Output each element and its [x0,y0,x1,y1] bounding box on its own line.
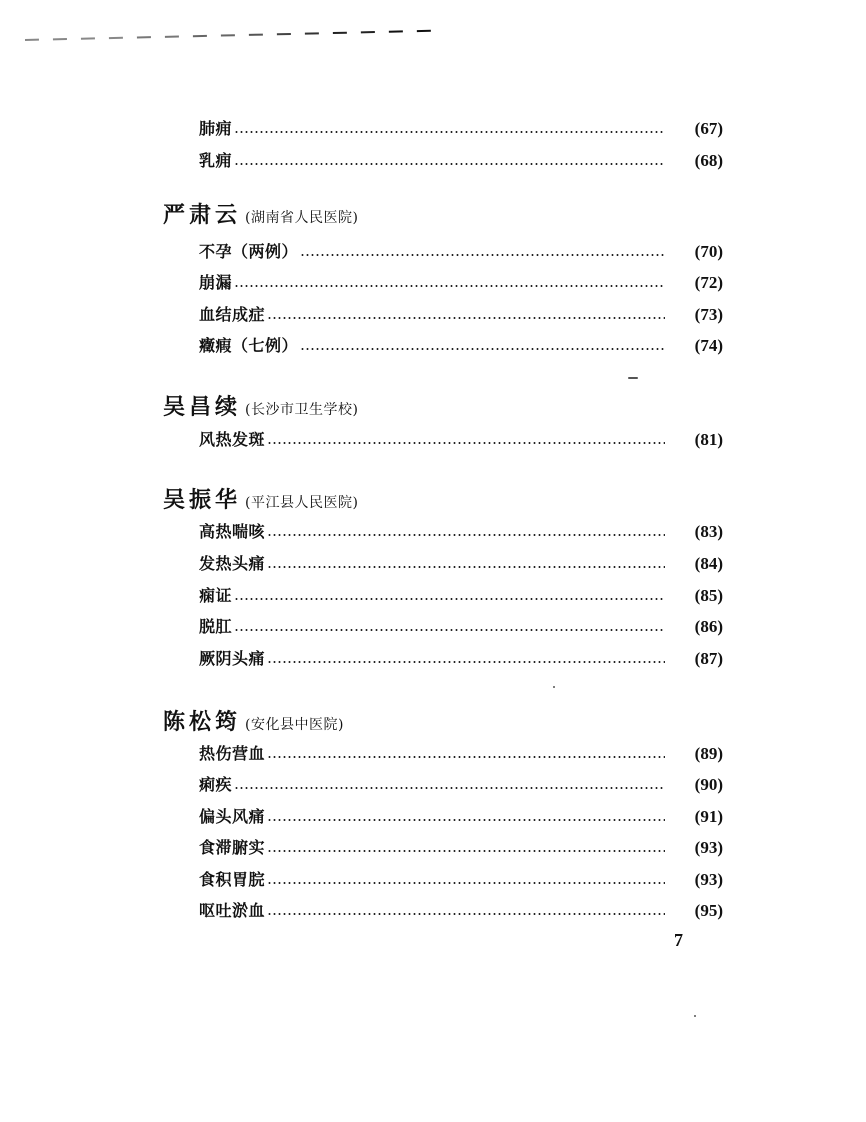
entry-title: 偏头风痛 [199,807,266,826]
toc-entry[interactable] [199,335,723,357]
entry-title: 热伤营血 [199,744,266,763]
dot-leader [234,598,665,600]
dot-leader [267,850,665,852]
toc-entry[interactable] [199,774,723,796]
entry-page: (91) [694,807,723,826]
toc-entry[interactable] [199,553,723,575]
scan-speck [694,1015,696,1017]
dot-leader [267,913,665,915]
dot-leader [267,882,665,884]
toc-entry[interactable] [199,304,723,326]
entry-page: (95) [694,901,723,920]
author-heading [163,198,358,228]
entry-title: 呕吐淤血 [199,901,266,920]
dot-leader [300,254,665,256]
entry-page: (70) [694,242,723,261]
entry-title: 食滞腑实 [199,838,266,857]
entry-title: 食积胃脘 [199,870,266,889]
dot-leader [300,348,665,350]
dot-leader [234,131,665,133]
entry-page: (67) [694,119,723,138]
dot-leader [234,163,665,165]
entry-title: 痫证 [199,586,233,605]
author-name: 陈松筠 [163,709,242,735]
page-number: 7 [674,930,683,950]
entry-page: (84) [694,554,723,573]
entry-page: (86) [694,617,723,636]
toc-entry[interactable] [199,616,723,638]
entry-title: 崩漏 [199,273,233,292]
author-heading [163,390,358,420]
dot-leader [267,819,665,821]
toc-entry[interactable] [199,743,723,765]
entry-title: 乳痈 [199,151,233,170]
entry-page: (93) [694,838,723,857]
toc-entry[interactable] [199,585,723,607]
entry-title: 脱肛 [199,617,233,636]
entry-page: (90) [694,775,723,794]
entry-page: (81) [694,430,723,449]
dot-leader [267,661,665,663]
entry-page: (73) [694,305,723,324]
entry-title: 风热发斑 [199,430,266,449]
entry-title: 癥瘕（七例） [199,336,299,355]
author-affiliation: (湖南省人民医院) [245,210,359,226]
toc-entry[interactable] [199,806,723,828]
dot-leader [267,442,665,444]
toc-entry[interactable] [199,429,723,451]
toc-entry[interactable] [199,241,723,263]
dot-leader [267,317,665,319]
entry-page: (93) [694,870,723,889]
entry-title: 不孕（两例） [199,242,299,261]
toc-entry[interactable] [199,272,723,294]
dot-leader [267,756,665,758]
dot-leader [267,566,665,568]
dot-leader [234,629,665,631]
author-name: 吴昌续 [163,394,242,420]
entry-title: 血结成症 [199,305,266,324]
toc-entry[interactable] [199,150,723,172]
scan-edge-dashes [24,9,434,42]
entry-page: (68) [694,151,723,170]
author-affiliation: (安化县中医院) [245,717,344,733]
author-affiliation: (平江县人民医院) [245,495,359,511]
toc-entry[interactable] [199,118,723,140]
toc-entry[interactable] [199,648,723,670]
entry-title: 厥阴头痛 [199,649,266,668]
scan-speck [628,377,638,379]
author-name: 严肃云 [163,202,242,228]
author-heading [163,705,344,735]
entry-page: (89) [694,744,723,763]
dot-leader [267,534,665,536]
toc-entry[interactable] [199,521,723,543]
dot-leader [234,787,665,789]
toc-entry[interactable] [199,869,723,891]
entry-page: (72) [694,273,723,292]
entry-page: (83) [694,522,723,541]
toc-entry[interactable] [199,900,723,922]
entry-page: (74) [694,336,723,355]
entry-page: (87) [694,649,723,668]
author-name: 吴振华 [163,487,242,513]
entry-title: 发热头痛 [199,554,266,573]
toc-entry[interactable] [199,837,723,859]
entry-page: (85) [694,586,723,605]
author-affiliation: (长沙市卫生学校) [245,402,359,418]
entry-title: 肺痈 [199,119,233,138]
entry-title: 高热喘咳 [199,522,266,541]
author-heading [163,483,358,513]
dot-leader [234,285,665,287]
entry-title: 痢疾 [199,775,233,794]
scan-speck [553,686,555,688]
